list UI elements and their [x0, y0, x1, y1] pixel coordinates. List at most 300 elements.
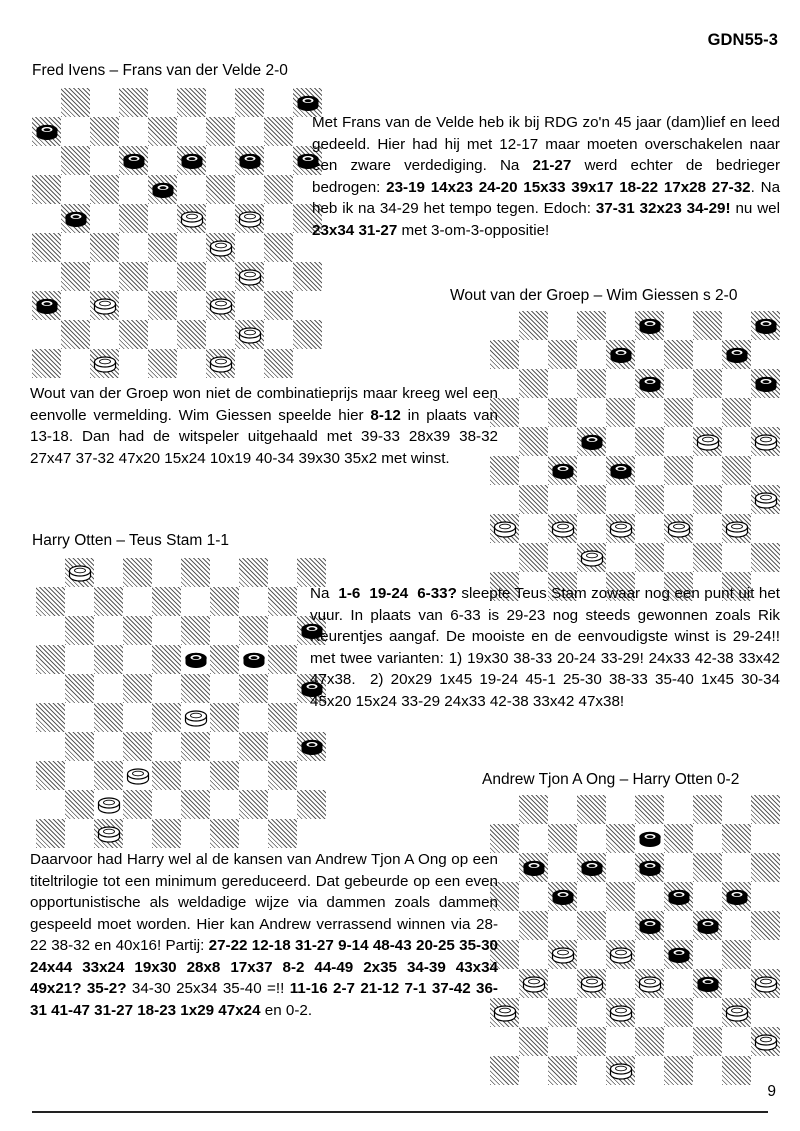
board-square	[264, 204, 293, 233]
board-square	[148, 291, 177, 320]
board-square	[548, 911, 577, 940]
board-square	[235, 320, 264, 349]
board-square	[664, 311, 693, 340]
board-square	[268, 674, 297, 703]
board-square	[490, 1056, 519, 1085]
board-square	[635, 543, 664, 572]
board-square	[606, 369, 635, 398]
board-square	[90, 291, 119, 320]
board-square	[577, 824, 606, 853]
board-square	[751, 1027, 780, 1056]
board-square	[664, 940, 693, 969]
board-square	[181, 703, 210, 732]
board-square	[268, 732, 297, 761]
board-square	[152, 645, 181, 674]
board-square	[181, 674, 210, 703]
white-piece	[522, 975, 545, 993]
board-square	[123, 819, 152, 848]
white-piece	[209, 297, 232, 315]
board-square	[152, 674, 181, 703]
board-square	[722, 398, 751, 427]
board-square	[751, 311, 780, 340]
board-square	[293, 291, 322, 320]
board-square	[548, 485, 577, 514]
black-piece	[638, 375, 661, 393]
board-square	[751, 940, 780, 969]
commentary-4: Daarvoor had Harry wel al de kansen van Andrew Tjon A Ong op een titeltrilogie tot een minimum gereduceerd. Dat gebeurde op een even opportunistische als weldadige wijze via dammen zoals dammen gespeeld moet worden. Hier kan Andrew verrassend winnen via 28-22 38-32 en 40x16! Partij: 27-22 12-18 31-27 9-14 48-43 20-25 35-30 24x44 33x24 19x30 28x8 17x37 8-2 44-49 2x35 34-39 43x34 49x21? 35-2? 34-30 25x34 35-40 =!! 11-16 2-7 21-12 7-1 37-42 36-31 41-47 31-27 18-23 1x29 47x24 en 0-2.	[30, 851, 498, 1019]
board-square	[722, 1027, 751, 1056]
board-fred-ivens	[32, 88, 322, 378]
white-piece	[609, 1004, 632, 1022]
board-square	[297, 761, 326, 790]
board-square	[635, 882, 664, 911]
black-piece	[696, 917, 719, 935]
board-square	[119, 262, 148, 291]
board-square	[264, 291, 293, 320]
board-square	[519, 456, 548, 485]
board-square	[148, 204, 177, 233]
board-square	[519, 340, 548, 369]
board-square	[548, 398, 577, 427]
board-square	[722, 824, 751, 853]
board-square	[635, 369, 664, 398]
board-square	[32, 349, 61, 378]
board-square	[548, 456, 577, 485]
white-piece	[667, 520, 690, 538]
board-square	[297, 790, 326, 819]
board-square	[177, 117, 206, 146]
board-square	[264, 117, 293, 146]
board-square	[148, 146, 177, 175]
board-square	[177, 291, 206, 320]
board-square	[119, 175, 148, 204]
board-square	[32, 204, 61, 233]
board-square	[693, 456, 722, 485]
board-square	[577, 882, 606, 911]
board-square	[548, 311, 577, 340]
white-piece	[754, 433, 777, 451]
board-square	[577, 369, 606, 398]
black-piece	[296, 94, 319, 112]
black-piece	[551, 888, 574, 906]
white-piece	[609, 1062, 632, 1080]
black-piece	[580, 433, 603, 451]
board-square	[32, 320, 61, 349]
board-square	[751, 969, 780, 998]
board-square	[548, 369, 577, 398]
board-square	[519, 311, 548, 340]
white-piece	[725, 1004, 748, 1022]
board-square	[722, 456, 751, 485]
board-square	[206, 233, 235, 262]
board-square	[722, 369, 751, 398]
board-square	[177, 204, 206, 233]
board-square	[148, 233, 177, 262]
board-square	[264, 262, 293, 291]
board-square	[239, 761, 268, 790]
white-piece	[725, 520, 748, 538]
white-piece	[696, 433, 719, 451]
board-square	[722, 514, 751, 543]
board-square	[94, 819, 123, 848]
board-square	[264, 349, 293, 378]
board-square	[32, 262, 61, 291]
board-square	[90, 88, 119, 117]
board-square	[693, 485, 722, 514]
board-square	[65, 616, 94, 645]
board-square	[239, 558, 268, 587]
board-square	[548, 543, 577, 572]
black-piece	[667, 946, 690, 964]
board-square	[206, 204, 235, 233]
board-square	[722, 882, 751, 911]
white-piece	[126, 767, 149, 785]
board-square	[36, 674, 65, 703]
black-piece	[725, 888, 748, 906]
board-square	[548, 795, 577, 824]
board-square	[664, 427, 693, 456]
board-square	[123, 587, 152, 616]
board-square	[577, 911, 606, 940]
board-square	[606, 427, 635, 456]
board-square	[693, 998, 722, 1027]
board-square	[548, 824, 577, 853]
board-square	[519, 543, 548, 572]
board-square	[519, 485, 548, 514]
board-square	[119, 233, 148, 262]
board-square	[751, 427, 780, 456]
board-square	[722, 998, 751, 1027]
board-square	[722, 940, 751, 969]
board-square	[693, 969, 722, 998]
board-square	[210, 616, 239, 645]
board-square	[123, 616, 152, 645]
board-square	[119, 291, 148, 320]
board-square	[722, 340, 751, 369]
board-square	[90, 175, 119, 204]
board-square	[577, 853, 606, 882]
board-square	[606, 853, 635, 882]
board-harry-otten	[36, 558, 326, 848]
board-square	[239, 587, 268, 616]
board-square	[751, 824, 780, 853]
board-square	[297, 732, 326, 761]
board-square	[206, 117, 235, 146]
white-piece	[184, 709, 207, 727]
board-square	[235, 349, 264, 378]
board-square	[36, 645, 65, 674]
black-piece	[638, 917, 661, 935]
board-square	[152, 587, 181, 616]
board-square	[548, 882, 577, 911]
white-piece	[638, 975, 661, 993]
board-square	[36, 616, 65, 645]
board-square	[239, 732, 268, 761]
black-piece	[35, 123, 58, 141]
board-square	[490, 485, 519, 514]
board-square	[751, 543, 780, 572]
board-square	[268, 703, 297, 732]
board-square	[606, 456, 635, 485]
board-square	[206, 146, 235, 175]
board-square	[268, 790, 297, 819]
white-piece	[754, 1033, 777, 1051]
board-square	[177, 175, 206, 204]
board-square	[722, 427, 751, 456]
board-square	[264, 320, 293, 349]
white-piece	[493, 520, 516, 538]
board-square	[210, 790, 239, 819]
game-title-2: Wout van der Groep – Wim Giessen s 2-0	[450, 287, 738, 304]
board-square	[751, 998, 780, 1027]
board-square	[490, 514, 519, 543]
board-square	[722, 1056, 751, 1085]
board-square	[235, 204, 264, 233]
board-square	[235, 88, 264, 117]
white-piece	[609, 520, 632, 538]
board-square	[65, 558, 94, 587]
black-piece	[300, 738, 323, 756]
board-square	[693, 427, 722, 456]
board-square	[722, 853, 751, 882]
board-square	[519, 427, 548, 456]
board-square	[693, 543, 722, 572]
board-square	[268, 819, 297, 848]
board-square	[36, 790, 65, 819]
black-piece	[638, 317, 661, 335]
board-square	[548, 340, 577, 369]
board-square	[61, 291, 90, 320]
board-square	[519, 911, 548, 940]
board-square	[606, 911, 635, 940]
board-square	[751, 369, 780, 398]
board-square	[548, 427, 577, 456]
board-square	[519, 398, 548, 427]
board-square	[181, 645, 210, 674]
board-square	[751, 456, 780, 485]
white-piece	[551, 946, 574, 964]
game-title-3: Harry Otten – Teus Stam 1-1	[32, 532, 229, 549]
board-square	[65, 790, 94, 819]
board-square	[635, 485, 664, 514]
board-square	[264, 88, 293, 117]
board-square	[239, 674, 268, 703]
board-square	[606, 969, 635, 998]
board-square	[36, 587, 65, 616]
board-square	[606, 311, 635, 340]
board-square	[90, 146, 119, 175]
board-square	[751, 340, 780, 369]
board-square	[664, 514, 693, 543]
commentary-3: Na 1-6 19-24 6-33? sleepte Teus Stam zowaar nog een punt uit het vuur. In plaats van 6-33 is 29-23 nog steeds gewonnen zoals Rik Keurentjes aangaf. De mooiste en de eenvoudigste winst is 29-24!! met twee varianten: 1) 19x30 38-33 20-24 33-29! 24x33 42-38 33x42 47x38. 2) 20x29 1x45 19-24 45-1 25-30 38-33 35-40 1x45 30-34 45x20 15x24 33-29 24x33 42-38 33x42 47x38!	[310, 585, 780, 710]
board-square	[606, 1027, 635, 1056]
board-square	[606, 795, 635, 824]
board-square	[123, 558, 152, 587]
board-square	[577, 456, 606, 485]
board-square	[210, 819, 239, 848]
board-square	[635, 398, 664, 427]
board-square	[36, 819, 65, 848]
board-square	[577, 398, 606, 427]
board-square	[577, 795, 606, 824]
board-square	[693, 398, 722, 427]
board-square	[36, 703, 65, 732]
white-piece	[551, 520, 574, 538]
board-square	[264, 175, 293, 204]
board-square	[693, 340, 722, 369]
board-square	[664, 853, 693, 882]
board-square	[577, 969, 606, 998]
board-square	[123, 790, 152, 819]
board-square	[32, 291, 61, 320]
board-square	[36, 732, 65, 761]
board-square	[664, 398, 693, 427]
black-piece	[151, 181, 174, 199]
board-square	[577, 543, 606, 572]
board-square	[32, 175, 61, 204]
board-square	[148, 175, 177, 204]
board-square	[65, 703, 94, 732]
board-square	[32, 146, 61, 175]
board-square	[635, 1027, 664, 1056]
board-square	[722, 969, 751, 998]
board-square	[94, 558, 123, 587]
board-square	[181, 616, 210, 645]
board-square	[239, 703, 268, 732]
board-square	[94, 645, 123, 674]
board-square	[181, 587, 210, 616]
board-square	[722, 911, 751, 940]
board-square	[693, 824, 722, 853]
board-square	[635, 456, 664, 485]
white-piece	[68, 564, 91, 582]
white-piece	[580, 975, 603, 993]
board-square	[90, 117, 119, 146]
board-square	[206, 88, 235, 117]
board-square	[61, 320, 90, 349]
board-square	[693, 795, 722, 824]
board-square	[119, 204, 148, 233]
board-square	[606, 940, 635, 969]
board-square	[65, 732, 94, 761]
board-square	[206, 349, 235, 378]
board-square	[210, 587, 239, 616]
board-square	[177, 262, 206, 291]
white-piece	[754, 491, 777, 509]
board-square	[177, 349, 206, 378]
board-square	[61, 88, 90, 117]
black-piece	[580, 859, 603, 877]
board-square	[606, 998, 635, 1027]
board-square	[297, 819, 326, 848]
board-andrew-tjon-a-ong	[490, 795, 780, 1085]
black-piece	[696, 975, 719, 993]
board-square	[751, 911, 780, 940]
board-square	[32, 233, 61, 262]
board-square	[519, 1056, 548, 1085]
board-square	[119, 320, 148, 349]
board-square	[490, 340, 519, 369]
white-piece	[209, 239, 232, 257]
board-square	[61, 175, 90, 204]
board-square	[235, 291, 264, 320]
board-square	[722, 485, 751, 514]
board-square	[635, 911, 664, 940]
page-header-code: GDN55-3	[707, 31, 778, 49]
board-square	[693, 1056, 722, 1085]
board-square	[268, 616, 297, 645]
board-square	[664, 543, 693, 572]
board-square	[210, 761, 239, 790]
board-square	[664, 485, 693, 514]
white-piece	[609, 946, 632, 964]
board-square	[65, 587, 94, 616]
board-square	[148, 320, 177, 349]
board-square	[606, 398, 635, 427]
board-square	[123, 732, 152, 761]
board-square	[693, 911, 722, 940]
board-square	[181, 819, 210, 848]
black-piece	[638, 830, 661, 848]
board-square	[177, 88, 206, 117]
board-square	[94, 616, 123, 645]
board-square	[548, 940, 577, 969]
page-number: 9	[767, 1083, 776, 1100]
board-square	[268, 558, 297, 587]
board-square	[664, 911, 693, 940]
board-square	[61, 262, 90, 291]
board-square	[635, 427, 664, 456]
white-piece	[180, 210, 203, 228]
black-piece	[180, 152, 203, 170]
board-square	[65, 819, 94, 848]
board-square	[177, 146, 206, 175]
black-piece	[242, 651, 265, 669]
board-square	[606, 543, 635, 572]
board-square	[664, 369, 693, 398]
board-square	[119, 117, 148, 146]
board-square	[235, 117, 264, 146]
board-square	[606, 514, 635, 543]
white-piece	[238, 210, 261, 228]
board-square	[148, 262, 177, 291]
board-square	[577, 940, 606, 969]
board-square	[119, 88, 148, 117]
board-square	[239, 819, 268, 848]
board-square	[693, 882, 722, 911]
black-piece	[725, 346, 748, 364]
board-square	[751, 1056, 780, 1085]
black-piece	[122, 152, 145, 170]
board-square	[61, 349, 90, 378]
black-piece	[64, 210, 87, 228]
board-square	[235, 175, 264, 204]
board-square	[548, 1027, 577, 1056]
board-square	[36, 558, 65, 587]
board-square	[664, 340, 693, 369]
board-square	[519, 514, 548, 543]
black-piece	[667, 888, 690, 906]
board-square	[181, 790, 210, 819]
board-square	[90, 349, 119, 378]
board-square	[635, 940, 664, 969]
board-square	[65, 674, 94, 703]
board-square	[606, 1056, 635, 1085]
board-square	[548, 853, 577, 882]
board-square	[293, 262, 322, 291]
footer-divider	[32, 1111, 768, 1113]
board-square	[664, 1056, 693, 1085]
